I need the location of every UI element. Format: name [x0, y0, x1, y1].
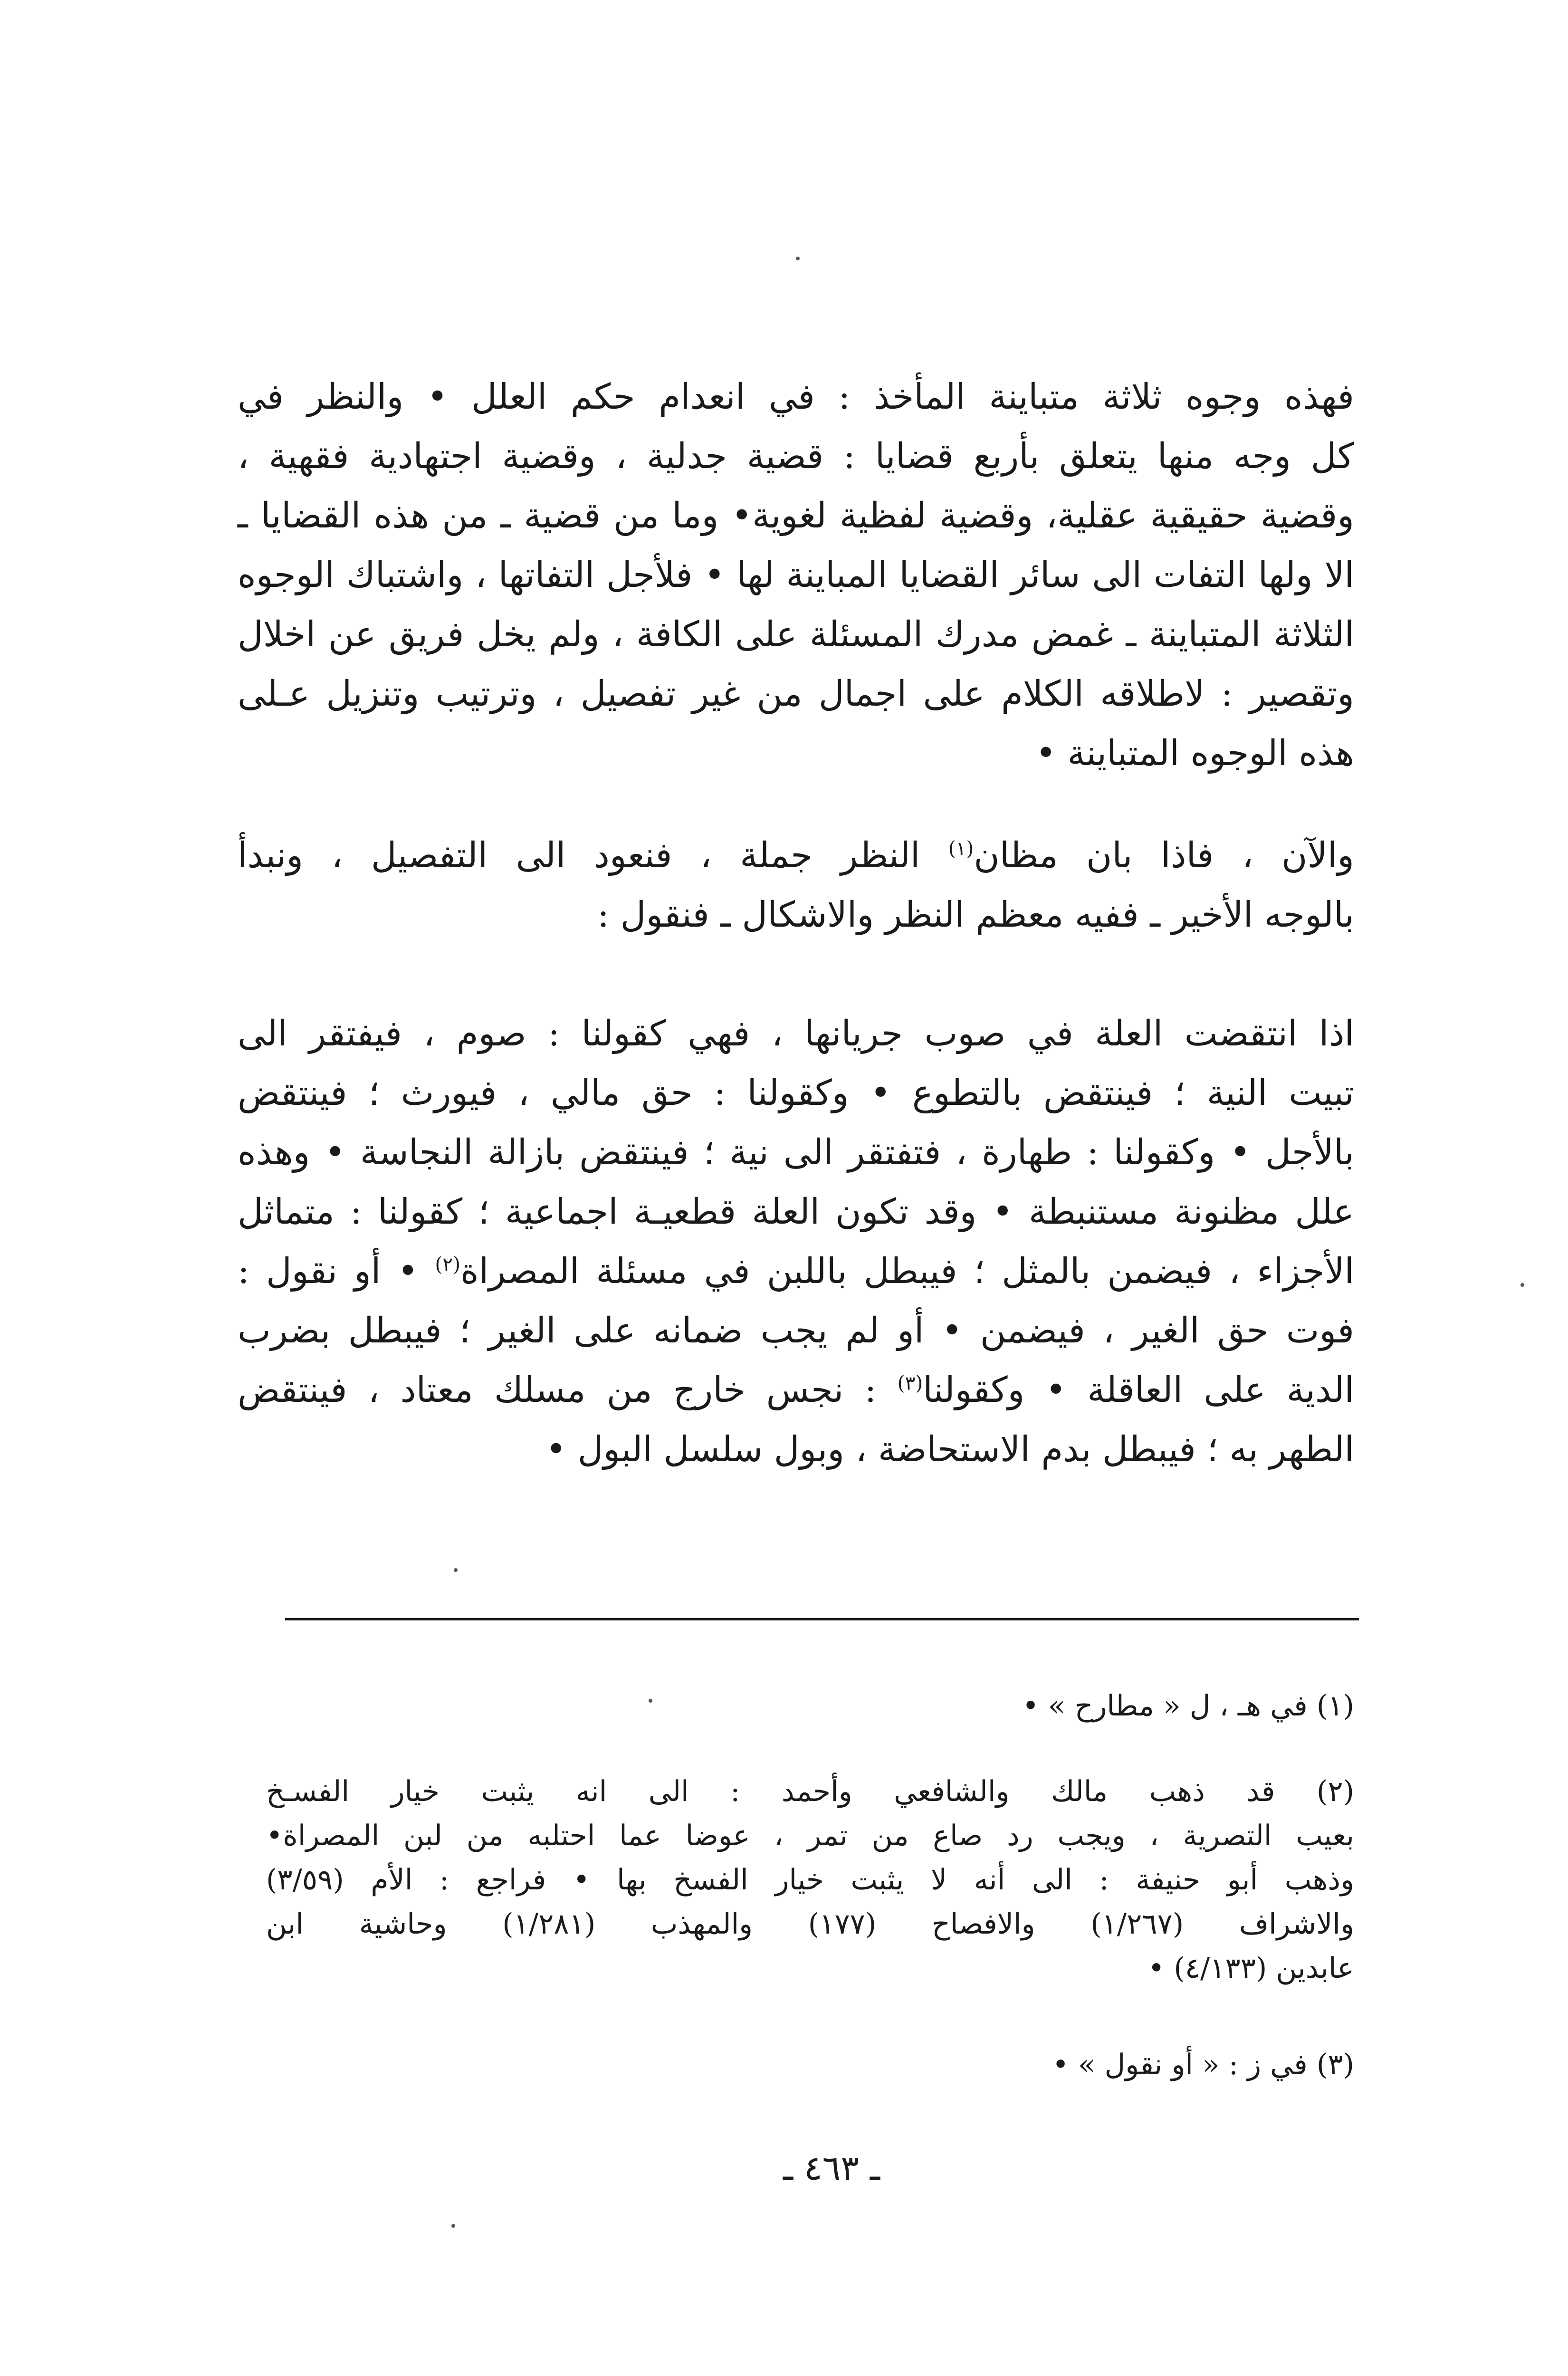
line-text: الأجزاء ، فيضمن بالمثل ؛ فيبطل باللبن في مسئلة المصراة	[460, 1251, 1354, 1292]
body-line: الثلاثة المتباينة ـ غمض مدرك المسئلة على الكافة ، ولم يخل فريق عن اخلال	[238, 614, 1354, 655]
line-text: والآن ، فاذا بان مظان	[974, 835, 1354, 876]
scan-speck	[454, 1568, 458, 1572]
scan-speck	[1520, 1283, 1524, 1287]
body-line: هذه الوجوه المتباينة •	[1035, 733, 1354, 774]
footnote-ref: (٢)	[435, 1253, 460, 1276]
scan-speck	[451, 2224, 455, 2228]
footnote-line: (١) في هـ ، ل « مطارح » •	[1022, 1689, 1354, 1723]
footnote-ref: (١)	[948, 837, 974, 860]
body-line: فهذه وجوه ثلاثة متباينة المأخذ : في انعدام حكم العلل • والنظر في	[238, 376, 1354, 417]
footnote-line: (٢) قد ذهب مالك والشافعي وأحمد : الى انه يثبت خيار الفسـخ	[266, 1775, 1354, 1808]
footnote-line: عابدين (٤/١٣٣) •	[1147, 1952, 1354, 1985]
footnote-line: (٣) في ز : « أو نقول » •	[1052, 2048, 1354, 2081]
body-line: بالأجل • وكقولنا : طهارة ، فتفتقر الى نية ؛ فينتقض بازالة النجاسة • وهذه	[238, 1132, 1354, 1173]
body-line	[238, 1364, 1354, 1416]
body-line: الطهر به ؛ فيبطل بدم الاستحاضة ، وبول سلسل البول •	[545, 1429, 1354, 1470]
footnote-line: بعيب التصرية ، ويجب رد صاع من تمر ، عوضا عما احتلبه من لبن المصراة•	[266, 1819, 1354, 1852]
line-text: الدية على العاقلة • وكقولنا	[923, 1370, 1354, 1410]
line-text: • أو نقول :	[238, 1251, 435, 1292]
line-text: النظر جملة ، فنعود الى التفصيل ، ونبدأ	[238, 835, 948, 876]
body-line: وتقصير : لاطلاقه الكلام على اجمال من غير تفصيل ، وترتيب وتنزيل عـلى	[238, 673, 1354, 714]
scan-speck	[796, 257, 800, 260]
scan-speck	[649, 1699, 652, 1703]
body-line: كل وجه منها يتعلق بأربع قضايا : قضية جدلية ، وقضية اجتهادية فقهية ،	[238, 436, 1354, 477]
body-line	[238, 829, 1354, 881]
footnote-line: وذهب أبو حنيفة : الى أنه لا يثبت خيار الفسخ بها • فراجع : الأم (٣/٥٩)	[266, 1863, 1354, 1897]
body-line: وقضية حقيقية عقلية، وقضية لفظية لغوية• وما من قضية ـ من هذه القضايا ـ	[238, 495, 1354, 536]
body-line: علل مظنونة مستنبطة • وقد تكون العلة قطعيـة اجماعية ؛ كقولنا : متماثل	[238, 1191, 1354, 1232]
body-line: الا ولها التفات الى سائر القضايا المباينة لها • فلأجل التفاتها ، واشتباك الوجوه	[238, 555, 1354, 595]
body-line: فوت حق الغير ، فيضمن • أو لم يجب ضمانه على الغير ؛ فيبطل بضرب	[238, 1310, 1354, 1351]
page-number: ـ ٤٦٣ ـ	[783, 2148, 880, 2188]
line-text: : نجس خارج من مسلك معتاد ، فينتقض	[238, 1370, 898, 1410]
body-line: اذا انتقضت العلة في صوب جريانها ، فهي كقولنا : صوم ، فيفتقر الى	[238, 1013, 1354, 1054]
footnote-separator	[285, 1618, 1359, 1620]
footnote-ref: (٣)	[897, 1371, 923, 1395]
body-line: بالوجه الأخير ـ ففيه معظم النظر والاشكال ـ فنقول :	[597, 894, 1354, 935]
body-line: تبيت النية ؛ فينتقض بالتطوع • وكقولنا : حق مالي ، فيورث ؛ فينتقض	[238, 1073, 1354, 1113]
footnote-line: والاشراف (١/٢٦٧) والافصاح (١٧٧) والمهذب (١/٢٨١) وحاشية ابن	[266, 1907, 1354, 1941]
body-line	[238, 1245, 1354, 1297]
